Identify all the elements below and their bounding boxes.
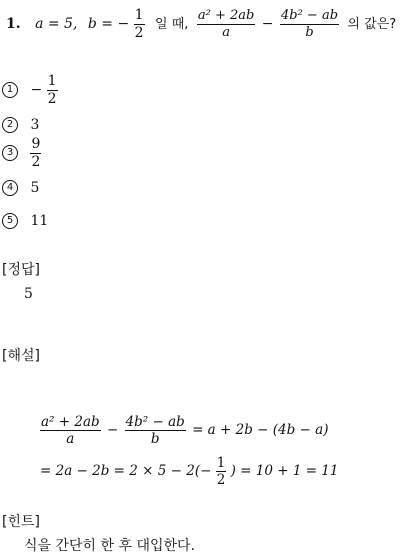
choice-value: 5 <box>30 180 40 196</box>
fraction-denominator: b <box>150 431 160 448</box>
answer-value: 5 <box>24 286 33 302</box>
choice-3 <box>2 137 41 169</box>
explanation-line-2-left: = 2a − 2b = 2 × 5 − 2(− <box>40 463 212 480</box>
minus-sign: − <box>106 422 119 439</box>
fraction-denominator: b <box>305 24 314 40</box>
fraction-numerator: 1 <box>134 7 144 23</box>
choice-value: 3 <box>30 117 40 133</box>
explanation-line-1 <box>40 415 328 446</box>
choice-2 <box>2 117 39 133</box>
fraction-denominator: 2 <box>47 90 57 107</box>
choice-marker: 1 <box>2 82 18 98</box>
question-line <box>6 8 396 40</box>
explanation-line-1-rest: = a + 2b − (4b − a) <box>192 422 329 439</box>
fraction-numerator: 4b² − ab <box>125 414 185 430</box>
choice-fraction <box>47 74 58 106</box>
question-number: 1. <box>6 16 21 33</box>
answer-label: [정답] <box>2 262 40 278</box>
explanation-line-2 <box>40 456 339 487</box>
fraction-numerator: a² + 2ab <box>41 414 100 430</box>
choice-5 <box>2 213 48 229</box>
choice-4 <box>2 180 39 196</box>
choice-1 <box>2 74 58 106</box>
fraction-numerator: 9 <box>31 136 41 152</box>
choice-marker: 3 <box>2 145 18 161</box>
minus-sign: − <box>261 16 274 33</box>
explanation-line-2-right: ) = 10 + 1 = 11 <box>230 463 339 480</box>
condition-a: a = 5, <box>35 16 78 33</box>
explanation-fraction-3 <box>216 456 227 487</box>
expression-fraction-1 <box>197 9 255 39</box>
expression-fraction-2 <box>280 9 339 39</box>
fraction-denominator: 2 <box>31 153 41 170</box>
condition-b: b = − <box>87 16 130 33</box>
fraction-numerator: 1 <box>216 455 226 471</box>
fraction-denominator: 2 <box>216 472 226 489</box>
fraction-numerator: a² + 2ab <box>197 8 255 24</box>
fraction-numerator: 1 <box>47 73 57 89</box>
choice-marker: 5 <box>2 213 18 229</box>
condition-b-fraction <box>134 8 145 40</box>
choice-marker: 2 <box>2 117 18 133</box>
hint-text: 식을 간단히 한 후 대입한다. <box>24 538 196 554</box>
explanation-fraction-1 <box>40 415 101 446</box>
fraction-denominator: a <box>66 431 75 448</box>
choice-value: 11 <box>30 213 49 229</box>
fraction-numerator: 4b² − ab <box>280 8 339 24</box>
choice-sign: − <box>30 82 43 99</box>
choice-fraction <box>30 137 41 169</box>
explanation-label: [해설] <box>2 348 40 364</box>
choice-marker: 4 <box>2 180 18 196</box>
explanation-fraction-2 <box>125 415 186 446</box>
question-tail: 의 값은? <box>347 17 397 33</box>
condition-when: 일 때, <box>155 17 189 33</box>
fraction-denominator: 2 <box>134 24 144 41</box>
fraction-denominator: a <box>222 24 230 40</box>
hint-label: [힌트] <box>2 514 40 530</box>
